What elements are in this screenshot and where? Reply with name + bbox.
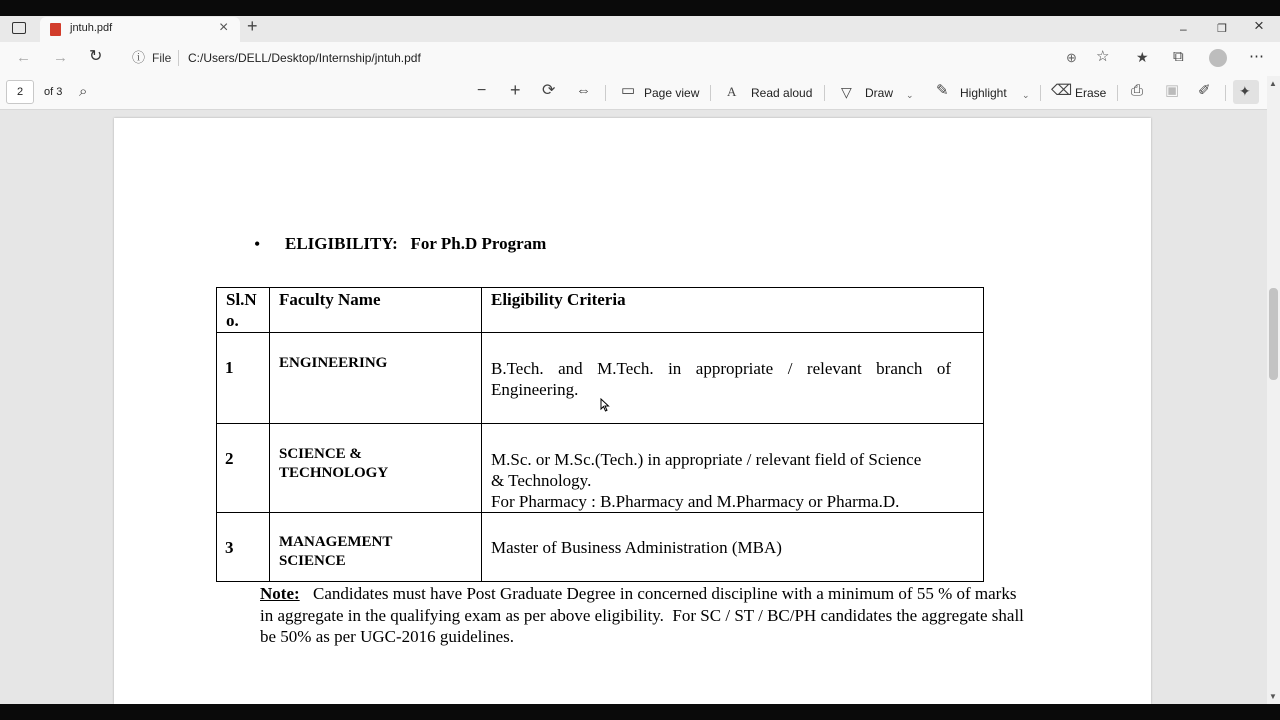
scroll-down-icon[interactable]: ▼ xyxy=(1269,692,1277,701)
table-column-divider xyxy=(269,287,270,582)
erase-button[interactable]: Erase xyxy=(1075,86,1107,100)
row-serial: 2 xyxy=(225,449,234,468)
refresh-icon[interactable]: ↻ xyxy=(89,48,103,65)
row-criteria: Engineering. xyxy=(491,380,579,399)
new-tab-icon[interactable]: + xyxy=(247,16,258,36)
row-faculty: SCIENCE xyxy=(279,553,346,569)
header-sl-no: o. xyxy=(226,311,239,330)
rotate-icon[interactable]: ⟳ xyxy=(542,82,556,99)
url-field[interactable]: C:/Users/DELL/Desktop/Internship/jntuh.pdf xyxy=(188,51,421,65)
back-icon[interactable]: ← xyxy=(16,49,31,66)
info-icon[interactable]: ⓘ xyxy=(132,50,146,65)
pin-icon[interactable]: ✦ xyxy=(1239,83,1251,99)
eligibility-heading: ELIGIBILITY: For Ph.D Program xyxy=(285,234,547,253)
draw-button[interactable]: Draw xyxy=(865,86,894,100)
forward-icon[interactable]: → xyxy=(53,49,68,66)
page-view-button[interactable]: Page view xyxy=(644,86,700,100)
page-number-input[interactable]: 2 xyxy=(6,80,34,104)
close-window-icon[interactable]: × xyxy=(1254,16,1264,35)
row-criteria: For Pharmacy : B.Pharmacy and M.Pharmacy or Pharma.D. xyxy=(491,492,900,511)
close-tab-icon[interactable]: × xyxy=(219,19,229,36)
address-file-label: File xyxy=(152,51,172,65)
row-criteria: M.Sc. or M.Sc.(Tech.) in appropriate / relevant field of Science xyxy=(491,450,922,469)
highlight-icon[interactable]: ✎ xyxy=(936,82,949,99)
row-faculty: MANAGEMENT xyxy=(279,534,393,550)
read-aloud-button[interactable]: Read aloud xyxy=(751,86,813,100)
read-aloud-icon[interactable]: A xyxy=(727,84,737,99)
table-border-bottom xyxy=(216,581,984,582)
row-serial: 3 xyxy=(225,538,234,557)
row-criteria: B.Tech. and M.Tech. in appropriate / relevant branch of xyxy=(491,359,952,378)
table-border-left xyxy=(216,287,217,582)
pdf-file-icon xyxy=(50,23,61,36)
row-faculty: ENGINEERING xyxy=(279,355,388,371)
zoom-icon[interactable]: ⊕ xyxy=(1066,50,1077,65)
note-text: Candidates must have Post Graduate Degree in concerned discipline with a minimum of 55 % of marks xyxy=(313,584,1017,603)
mouse-cursor-icon xyxy=(600,398,610,412)
table-column-divider xyxy=(481,287,482,582)
minimize-icon[interactable]: – xyxy=(1180,22,1187,36)
scrollbar-thumb[interactable] xyxy=(1269,288,1278,380)
favorites-icon[interactable]: ★ xyxy=(1136,49,1149,65)
save-icon[interactable]: ▣ xyxy=(1165,82,1180,99)
page-view-icon[interactable]: ▭ xyxy=(621,82,636,99)
fit-page-icon[interactable]: ⇔ xyxy=(576,82,591,99)
bullet: • xyxy=(254,234,261,254)
table-border-right xyxy=(983,287,984,582)
zoom-in-icon[interactable]: + xyxy=(510,80,521,100)
address-separator xyxy=(178,50,179,66)
draw-chevron-down-icon[interactable]: ⌄ xyxy=(906,90,914,100)
tab-actions-icon[interactable] xyxy=(12,22,26,34)
highlight-chevron-down-icon[interactable]: ⌄ xyxy=(1022,90,1030,100)
save-as-icon[interactable]: ✐ xyxy=(1198,82,1211,99)
table-row-divider xyxy=(216,332,984,333)
draw-icon[interactable]: ▽ xyxy=(841,84,852,100)
page-total: of 3 xyxy=(44,86,63,98)
restore-icon[interactable]: ❐ xyxy=(1217,23,1227,35)
note-text: in aggregate in the qualifying exam as per above eligibility. For SC / ST / BC/PH candidates the aggregate shall xyxy=(260,606,1024,625)
row-criteria: Master of Business Administration (MBA) xyxy=(491,538,782,557)
print-icon[interactable]: ⎙ xyxy=(1131,82,1144,99)
collections-icon[interactable]: ⧉ xyxy=(1173,48,1184,65)
header-sl-no: Sl.N xyxy=(226,290,257,309)
scroll-up-icon[interactable]: ▲ xyxy=(1269,79,1277,88)
row-serial: 1 xyxy=(225,358,234,377)
toolbar-separator-5 xyxy=(1117,85,1118,101)
row-faculty: SCIENCE & xyxy=(279,446,362,462)
add-favorite-icon[interactable]: ☆ xyxy=(1096,48,1110,65)
table-border-top xyxy=(216,287,984,288)
row-criteria: & Technology. xyxy=(491,471,592,490)
table-row-divider xyxy=(216,512,984,513)
header-faculty-name: Faculty Name xyxy=(279,290,381,309)
search-icon[interactable]: ⌕ xyxy=(79,83,88,100)
toolbar-separator-6 xyxy=(1225,85,1226,101)
erase-icon[interactable]: ⌫ xyxy=(1051,82,1073,99)
more-icon[interactable]: ⋯ xyxy=(1249,48,1264,65)
header-eligibility-criteria: Eligibility Criteria xyxy=(491,290,626,309)
window-bottom-border xyxy=(0,704,1280,720)
highlight-button[interactable]: Highlight xyxy=(960,86,1007,100)
row-faculty: TECHNOLOGY xyxy=(279,465,389,481)
note-text: be 50% as per UGC-2016 guidelines. xyxy=(260,627,515,646)
zoom-out-icon[interactable]: − xyxy=(477,82,487,99)
scrollbar-track[interactable] xyxy=(1267,76,1280,704)
toolbar-separator-2 xyxy=(710,85,711,101)
profile-avatar[interactable] xyxy=(1209,49,1227,67)
window-top-border xyxy=(0,0,1280,16)
toolbar-separator-3 xyxy=(824,85,825,101)
toolbar-separator-1 xyxy=(605,85,606,101)
toolbar-separator-4 xyxy=(1040,85,1041,101)
note-label: Note: xyxy=(260,584,300,603)
table-row-divider xyxy=(216,423,984,424)
tab-title: jntuh.pdf xyxy=(70,22,113,34)
